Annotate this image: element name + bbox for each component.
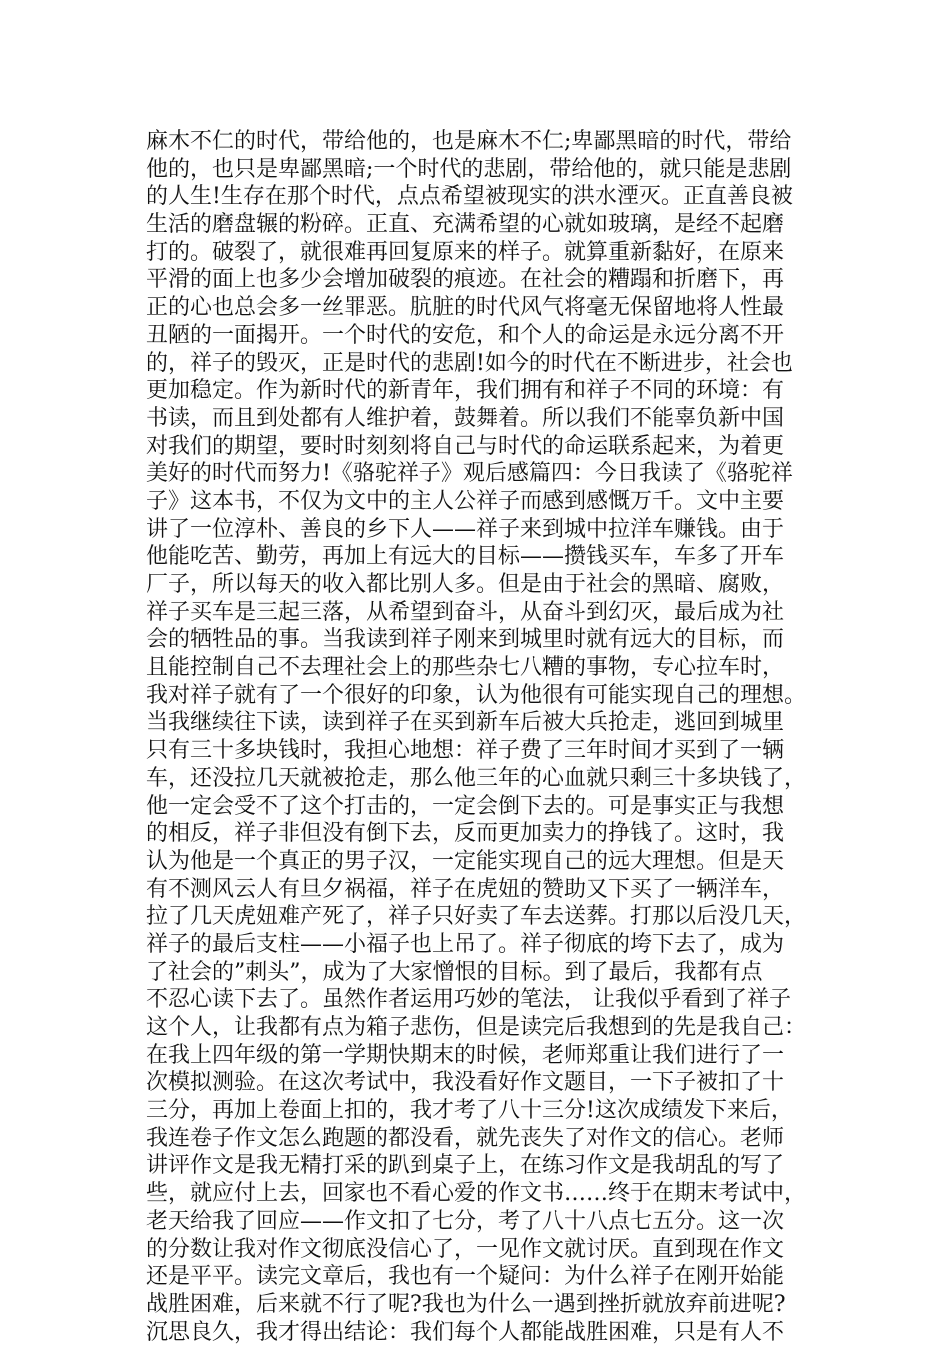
text-line: 还是平平。读完文章后，我也有一个疑问：为什么祥子在刚开始能 [146,1264,785,1290]
text-line: 这个人，让我都有点为箱子悲伤，但是读完后我想到的先是我自己： [146,1015,807,1040]
text-line: 祥子的最后支柱——小福子也上吊了。祥子彻底的垮下去了，成为 [146,931,785,957]
text-line: 他一定会受不了这个打击的，一定会倒下去的。可是事实正与我想 [146,793,785,819]
text-line: 生活的磨盘辗的粉碎。正直、充满希望的心就如玻璃，是经不起磨 [146,212,785,238]
text-line: 认为他是一个真正的男子汉，一定能实现自己的远大理想。但是天 [146,848,785,874]
text-line: 老天给我了回应——作文扣了七分，考了八十八点七五分。这一次 [146,1208,785,1234]
text-line: 当我继续往下读，读到祥子在买到新车后被大兵抢走，逃回到城里 [146,710,785,736]
text-line: 的分数让我对作文彻底没信心了，一见作文就讨厌。直到现在作文 [146,1236,785,1262]
text-line: 正的心也总会多一丝罪恶。肮脏的时代风气将毫无保留地将人性最 [146,295,785,321]
body-text [146,128,826,1346]
text-line: 三分，再加上卷面上扣的，我才考了八十三分!这次成绩发下来后， [146,1098,793,1124]
text-line: 有不测风云人有旦夕祸福，祥子在虎妞的赞助又下买了一辆洋车， [146,876,785,902]
text-line: 战胜困难，后来就不行了呢?我也为什么一遇到挫折就放弃前进呢? [146,1291,786,1317]
text-line: 在我上四年级的第一学期快期末的时候，老师郑重让我们进行了一 [146,1042,785,1068]
text-line: 会的牺牲品的事。当我读到祥子刚来到城里时就有远大的目标，而 [146,627,785,653]
text-line: 更加稳定。作为新时代的新青年，我们拥有和祥子不同的环境：有 [146,378,785,404]
text-line: 打的。破裂了，就很难再回复原来的样子。就算重新黏好，在原来 [146,239,785,265]
text-line: 我对祥子就有了一个很好的印象，认为他很有可能实现自己的理想。 [146,682,807,708]
text-line: 的相反，祥子非但没有倒下去，反而更加卖力的挣钱了。这时，我 [146,821,785,847]
text-line: 沉思良久，我才得出结论：我们每个人都能战胜困难，只是有人不 [146,1319,785,1345]
text-line: 厂子，所以每天的收入都比别人多。但是由于社会的黑暗、腐败， [146,572,785,597]
text-line: 讲评作文是我无精打采的趴到桌子上，在练习作文是我胡乱的写了 [146,1153,785,1179]
text-line: 对我们的期望，要时时刻刻将自己与时代的命运联系起来，为着更 [146,433,785,459]
text-line: 的人生!生存在那个时代，点点希望被现实的洪水湮灭。正直善良被 [146,184,793,210]
text-line: 祥子买车是三起三落，从希望到奋斗，从奋斗到幻灭，最后成为社 [146,599,785,625]
text-line: 的，祥子的毁灭，正是时代的悲剧!如今的时代在不断进步，社会也 [146,350,793,376]
text-line: 他能吃苦、勤劳，再加上有远大的目标——攒钱买车，车多了开车 [146,544,785,570]
text-line: 车，还没拉几天就被抢走，那么他三年的心血就只剩三十多块钱了， [146,765,807,791]
text-line: 次模拟测验。在这次考试中，我没看好作文题目，一下子被扣了十 [146,1070,785,1096]
text-line: 些，就应付上去，回家也不看心爱的作文书……终于在期末考试中， [146,1181,807,1207]
text-line: 美好的时代而努力!《骆驼祥子》观后感篇四：今日我读了《骆驼祥 [146,461,793,487]
text-line: 拉了几天虎妞难产死了，祥子只好卖了车去送葬。打那以后没几天， [146,904,807,930]
text-line: 了社会的”刺头”，成为了大家憎恨的目标。到了最后，我都有点 [146,959,763,985]
text-line: 子》这本书，不仅为文中的主人公祥子而感到感慨万千。文中主要 [146,488,785,514]
text-line: 书读，而且到处都有人维护着，鼓舞着。所以我们不能辜负新中国 [146,405,785,431]
text-line: 不忍心读下去了。虽然作者运用巧妙的笔法， 让我似乎看到了祥子 [146,987,791,1013]
text-line: 我连卷子作文怎么跑题的都没看，就先丧失了对作文的信心。老师 [146,1125,785,1151]
text-line: 麻木不仁的时代，带给他的，也是麻木不仁;卑鄙黑暗的时代，带给 [146,129,792,154]
text-line: 且能控制自己不去理社会上的那些杂七八糟的事物，专心拉车时， [146,655,785,681]
text-line: 丑陋的一面揭开。一个时代的安危，和个人的命运是永远分离不开 [146,322,785,348]
text-line: 讲了一位淳朴、善良的乡下人——祥子来到城中拉洋车赚钱。由于 [146,516,785,542]
text-line: 他的，也只是卑鄙黑暗;一个时代的悲剧，带给他的，就只能是悲剧 [146,156,792,182]
text-line: 只有三十多块钱时，我担心地想：祥子费了三年时间才买到了一辆 [146,738,785,764]
text-line: 平滑的面上也多少会增加破裂的痕迹。在社会的糟蹋和折磨下，再 [146,267,785,293]
